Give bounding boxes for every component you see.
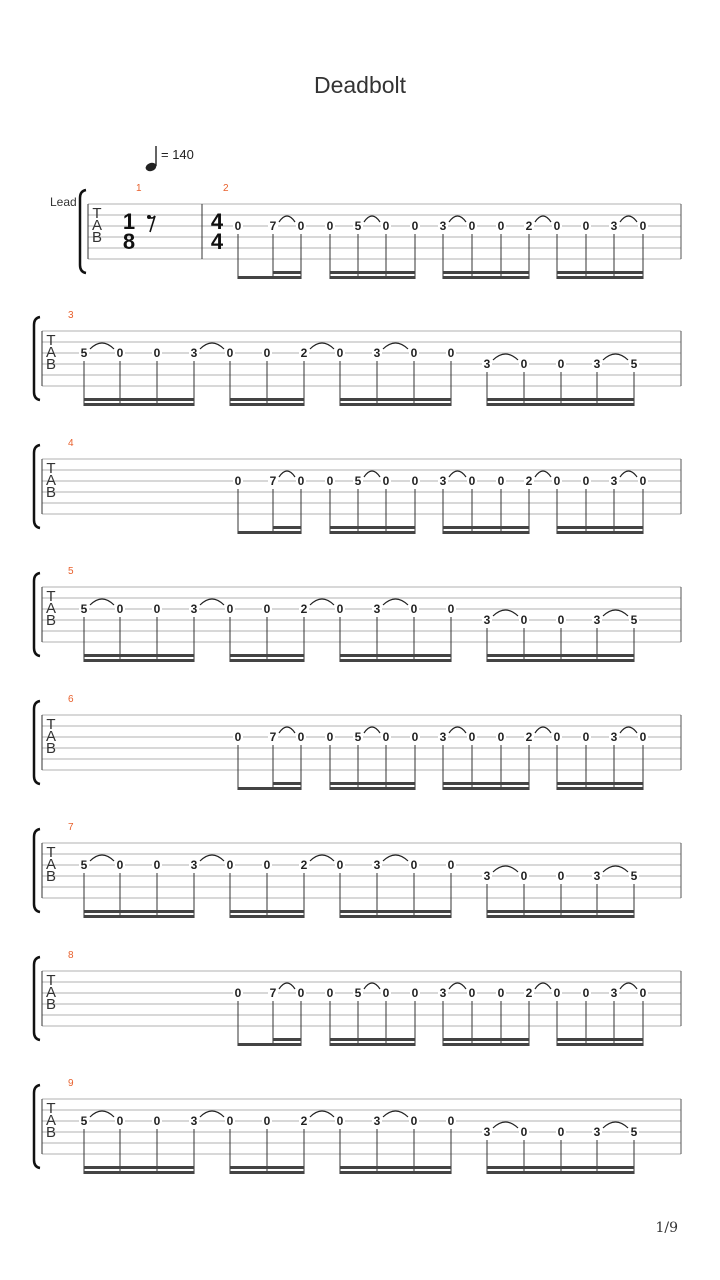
tie-arc [364,727,380,733]
fret-number: 3 [373,858,381,872]
tie-arc [200,599,224,605]
fret-number: 7 [269,730,277,744]
fret-number: 3 [483,1125,491,1139]
fret-number: 0 [234,730,242,744]
fret-number: 0 [447,858,455,872]
beam-secondary [340,398,451,401]
fret-number: 3 [593,1125,601,1139]
tie-arc [535,727,551,733]
beam [84,659,194,662]
beam-secondary [443,782,529,785]
fret-number: 3 [483,613,491,627]
fret-number: 0 [520,357,528,371]
beam [557,276,643,279]
beam-secondary [330,526,415,529]
beam-secondary [443,271,529,274]
beam-secondary [557,271,643,274]
fret-number: 0 [153,602,161,616]
tab-system [34,438,681,534]
tie-arc [620,727,637,733]
beam [238,1043,301,1046]
tab-system [34,1078,681,1174]
beam [340,1171,451,1174]
fret-number: 5 [354,986,362,1000]
tab-system [34,694,681,790]
tie-arc [279,216,295,222]
fret-number: 0 [520,869,528,883]
fret-number: 0 [336,346,344,360]
beam [84,915,194,918]
fret-number: 5 [630,1125,638,1139]
beam-secondary [340,910,451,913]
fret-number: 3 [373,346,381,360]
fret-number: 0 [411,474,419,488]
fret-number: 7 [269,219,277,233]
beam-secondary [340,1166,451,1169]
fret-number: 0 [234,986,242,1000]
fret-number: 3 [439,219,447,233]
fret-number: 0 [411,986,419,1000]
fret-number: 0 [553,474,561,488]
tab-system [34,566,681,662]
tab-system [34,310,681,406]
tie-arc [279,727,295,733]
tie-arc [90,1111,114,1117]
fret-number: 0 [263,346,271,360]
tab-clef-letter: B [45,484,57,501]
fret-number: 0 [639,474,647,488]
fret-number: 0 [226,1114,234,1128]
tie-arc [603,610,628,616]
fret-number: 0 [410,858,418,872]
fret-number: 3 [593,869,601,883]
fret-number: 0 [497,730,505,744]
fret-number: 0 [557,1125,565,1139]
fret-number: 2 [300,602,308,616]
tie-arc [200,855,224,861]
beam [84,1171,194,1174]
tie-arc [90,855,114,861]
tab-clef-letter: B [45,868,57,885]
tab-clef-letter: A [45,344,57,361]
beam-secondary [557,1038,643,1041]
tab-clef-letter: A [45,984,57,1001]
fret-number: 3 [593,613,601,627]
beam [557,787,643,790]
fret-number: 2 [525,474,533,488]
tie-arc [364,471,380,477]
fret-number: 2 [300,1114,308,1128]
fret-number: 0 [263,858,271,872]
tie-arc [383,343,408,349]
beam [557,1043,643,1046]
fret-number: 0 [226,602,234,616]
beam [487,1171,634,1174]
fret-number: 0 [582,986,590,1000]
system-bracket [34,957,40,1040]
beam-secondary [340,654,451,657]
fret-number: 0 [226,858,234,872]
fret-number: 3 [190,602,198,616]
tab-clef-letter: B [91,229,103,246]
fret-number: 0 [582,730,590,744]
fret-number: 0 [116,346,124,360]
fret-number: 0 [336,602,344,616]
beam [238,276,301,279]
fret-number: 0 [326,730,334,744]
tie-arc [383,855,408,861]
beam [330,276,415,279]
fret-number: 3 [190,858,198,872]
beam-secondary [443,526,529,529]
tab-clef-letter: T [46,588,56,605]
tie-arc [449,471,466,477]
fret-number: 0 [497,986,505,1000]
fret-number: 0 [382,219,390,233]
fret-number: 0 [234,219,242,233]
fret-number: 0 [226,346,234,360]
beam-secondary [230,654,304,657]
beam-secondary [230,398,304,401]
measure-number: 5 [68,566,74,577]
fret-number: 0 [153,858,161,872]
fret-number: 0 [263,1114,271,1128]
tab-clef-letter: B [45,356,57,373]
system-bracket [34,317,40,400]
tie-arc [603,1122,628,1128]
time-signature-bottom: 4 [210,229,224,254]
fret-number: 5 [354,474,362,488]
beam [230,403,304,406]
fret-number: 3 [439,730,447,744]
beam-secondary [487,654,634,657]
fret-number: 7 [269,986,277,1000]
beam-secondary [487,1166,634,1169]
fret-number: 3 [373,602,381,616]
fret-number: 0 [326,986,334,1000]
fret-number: 3 [190,346,198,360]
fret-number: 0 [582,474,590,488]
tie-arc [383,1111,408,1117]
tab-clef-letter: B [45,1124,57,1141]
beam-secondary [330,271,415,274]
fret-number: 0 [382,730,390,744]
fret-number: 0 [447,1114,455,1128]
fret-number: 0 [116,858,124,872]
beam [443,531,529,534]
tie-arc [535,983,551,989]
fret-number: 0 [447,346,455,360]
fret-number: 0 [382,474,390,488]
fret-number: 7 [269,474,277,488]
tie-arc [364,216,380,222]
fret-number: 0 [553,986,561,1000]
tie-arc [310,343,334,349]
fret-number: 0 [411,730,419,744]
fret-number: 0 [468,219,476,233]
tie-arc [279,983,295,989]
measure-number: 4 [68,438,74,449]
beam-secondary [84,910,194,913]
fret-number: 0 [639,986,647,1000]
fret-number: 3 [610,219,618,233]
tab-clef-letter: A [45,856,57,873]
fret-number: 0 [639,219,647,233]
measure-number: 2 [223,183,229,194]
tie-arc [200,1111,224,1117]
fret-number: 0 [297,730,305,744]
fret-number: 3 [373,1114,381,1128]
fret-number: 0 [326,474,334,488]
tab-clef-letter: T [46,332,56,349]
tie-arc [383,599,408,605]
beam-secondary [330,1038,415,1041]
tab-clef-letter: T [46,1100,56,1117]
beam-secondary [330,782,415,785]
tie-arc [310,1111,334,1117]
beam [487,659,634,662]
beam [238,531,301,534]
beam-secondary [487,398,634,401]
fret-number: 5 [630,613,638,627]
tie-arc [310,855,334,861]
tab-clef-letter: A [45,600,57,617]
fret-number: 2 [525,730,533,744]
tie-arc [493,610,518,616]
tie-arc [279,471,295,477]
fret-number: 0 [382,986,390,1000]
tie-arc [603,866,628,872]
beam-secondary [84,398,194,401]
tie-arc [493,354,518,360]
fret-number: 0 [297,986,305,1000]
beam-secondary [273,271,301,274]
fret-number: 0 [557,613,565,627]
beam [340,403,451,406]
fret-number: 3 [610,474,618,488]
tab-clef-letter: B [45,740,57,757]
tab-clef-letter: B [45,996,57,1013]
tie-arc [535,216,551,222]
time-signature-bottom: 8 [122,229,136,254]
tab-clef-letter: A [45,728,57,745]
tempo-marking [144,146,193,173]
fret-number: 3 [190,1114,198,1128]
fret-number: 5 [354,730,362,744]
system-bracket [34,829,40,912]
beam [340,659,451,662]
fret-number: 0 [520,1125,528,1139]
tab-system [34,822,681,918]
fret-number: 0 [447,602,455,616]
beam [330,531,415,534]
fret-number: 5 [630,869,638,883]
beam-secondary [443,1038,529,1041]
fret-number: 0 [336,1114,344,1128]
tab-system [50,183,681,279]
fret-number: 5 [80,858,88,872]
fret-number: 0 [468,474,476,488]
rest-dot [147,215,151,219]
fret-number: 0 [553,219,561,233]
fret-number: 0 [410,346,418,360]
fret-number: 0 [336,858,344,872]
system-bracket [34,573,40,656]
time-signature-top: 1 [122,209,136,234]
beam-secondary [557,526,643,529]
fret-number: 0 [582,219,590,233]
fret-number: 0 [553,730,561,744]
beam [330,787,415,790]
score-title: Deadbolt [313,72,407,98]
measure-number: 7 [68,822,74,833]
beam [557,531,643,534]
tie-arc [90,343,114,349]
fret-number: 3 [483,357,491,371]
beam [487,403,634,406]
fret-number: 0 [468,986,476,1000]
tie-arc [449,983,466,989]
fret-number: 0 [557,869,565,883]
beam-secondary [557,782,643,785]
fret-number: 3 [593,357,601,371]
beam-secondary [273,782,301,785]
fret-number: 3 [610,730,618,744]
fret-number: 0 [411,219,419,233]
beam-secondary [84,654,194,657]
system-bracket [34,1085,40,1168]
fret-number: 0 [153,1114,161,1128]
tie-arc [449,727,466,733]
measure-number: 1 [136,183,142,194]
beam [230,915,304,918]
fret-number: 5 [80,346,88,360]
beam [443,1043,529,1046]
tie-arc [620,983,637,989]
system-bracket [80,190,86,273]
time-signature-top: 4 [210,209,224,234]
beam [230,1171,304,1174]
beam-secondary [230,1166,304,1169]
beam-secondary [84,1166,194,1169]
fret-number: 2 [525,986,533,1000]
system-bracket [34,445,40,528]
tie-arc [620,216,637,222]
tie-arc [364,983,380,989]
tie-arc [310,599,334,605]
tie-arc [90,599,114,605]
fret-number: 0 [153,346,161,360]
measure-number: 6 [68,694,74,705]
fret-number: 2 [525,219,533,233]
fret-number: 2 [300,346,308,360]
tie-arc [620,471,637,477]
fret-number: 0 [326,219,334,233]
beam [443,276,529,279]
tab-clef-letter: B [45,612,57,629]
fret-number: 5 [80,1114,88,1128]
tab-clef-letter: T [92,205,102,222]
tab-clef-letter: A [91,217,103,234]
tempo-value: = 140 [161,147,194,162]
beam-secondary [273,526,301,529]
tie-arc [603,354,628,360]
beam-secondary [487,910,634,913]
fret-number: 0 [116,602,124,616]
tab-clef-letter: T [46,972,56,989]
fret-number: 3 [610,986,618,1000]
fret-number: 0 [468,730,476,744]
beam [340,915,451,918]
measure-number: 8 [68,950,74,961]
fret-number: 0 [297,474,305,488]
beam-secondary [273,1038,301,1041]
beam [330,1043,415,1046]
fret-number: 0 [410,602,418,616]
fret-number: 3 [439,474,447,488]
fret-number: 3 [439,986,447,1000]
tie-arc [493,866,518,872]
tie-arc [200,343,224,349]
beam [84,403,194,406]
tab-clef-letter: T [46,460,56,477]
tie-arc [535,471,551,477]
fret-number: 2 [300,858,308,872]
fret-number: 0 [410,1114,418,1128]
measure-number: 3 [68,310,74,321]
fret-number: 0 [234,474,242,488]
tab-clef-letter: T [46,844,56,861]
fret-number: 5 [80,602,88,616]
measure-number: 9 [68,1078,74,1089]
fret-number: 3 [483,869,491,883]
beam [443,787,529,790]
fret-number: 0 [639,730,647,744]
tab-clef-letter: T [46,716,56,733]
fret-number: 5 [354,219,362,233]
fret-number: 0 [557,357,565,371]
beam-secondary [230,910,304,913]
beam [487,915,634,918]
track-name: Lead [50,195,77,209]
system-bracket [34,701,40,784]
tie-arc [449,216,466,222]
fret-number: 0 [497,474,505,488]
fret-number: 0 [520,613,528,627]
beam [238,787,301,790]
tab-clef-letter: A [45,472,57,489]
page-number: 1/9 [655,1220,678,1236]
fret-number: 0 [297,219,305,233]
tab-system [34,950,681,1046]
tab-clef-letter: A [45,1112,57,1129]
fret-number: 0 [116,1114,124,1128]
beam [230,659,304,662]
fret-number: 0 [263,602,271,616]
tie-arc [493,1122,518,1128]
fret-number: 5 [630,357,638,371]
fret-number: 0 [497,219,505,233]
